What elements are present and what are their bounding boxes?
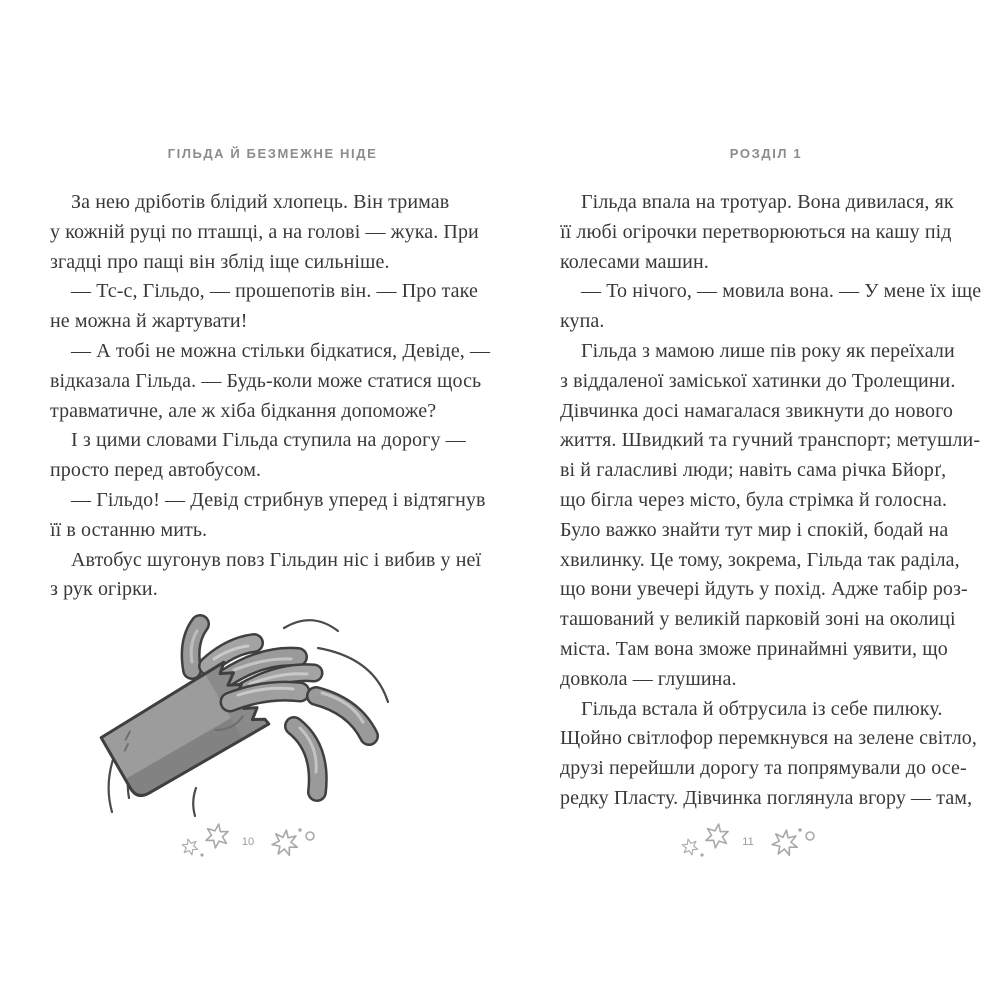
text-line: — А тобі не можна стільки бідкатися, Девіде, — <box>71 339 491 362</box>
text-line: міста. Там вона зможе принаймні уявити, що <box>560 637 948 660</box>
page-right-body <box>560 188 982 814</box>
text-line: Гільда з мамою лише пів року як переїхали <box>581 339 955 362</box>
stars-decoration-icon <box>263 821 321 859</box>
text-line: хвилинку. Це тому, зокрема, Гільда так раділа, <box>560 548 960 571</box>
text-line: її любі огірочки перетворюються на кашу під <box>560 220 952 243</box>
text-line: купа. <box>560 310 605 333</box>
text-line: ташований у великій парковій зоні на околиці <box>560 608 956 631</box>
text-line: Гільда впала на тротуар. Вона дивилася, як <box>581 191 954 213</box>
text-line: Було важко знайти тут мир і спокій, бодай на <box>560 518 949 541</box>
text-line: її в останню мить. <box>50 518 208 541</box>
running-head-book-title: ГІЛЬДА Й БЕЗМЕЖНЕ НІДЕ <box>167 146 378 161</box>
footer-right <box>645 818 855 862</box>
cucumber-front <box>230 688 300 702</box>
running-head-chapter: РОЗДІЛ 1 <box>729 146 803 161</box>
text-line: не можна й жартувати! <box>50 310 248 333</box>
text-line: Автобус шугонув повз Гільдин ніс і вибив у неї <box>71 548 482 571</box>
page-number-right: 11 <box>742 836 754 848</box>
text-line: друзі перейшли дорогу та попрямували до осе- <box>560 757 967 780</box>
text-line: — То нічого, — мовила вона. — У мене їх іще <box>581 280 982 303</box>
text-line: що вони увечері йдуть у похід. Адже табір роз- <box>560 578 968 601</box>
text-line: Дівчинка досі намагалася звикнути до нового <box>560 399 954 422</box>
cucumbers-falling <box>294 693 369 792</box>
text-line: редку Пласту. Дівчинка поглянула вгору — там, <box>560 786 973 809</box>
page-number-left: 10 <box>241 836 255 848</box>
text-line: довкола — глушина. <box>560 667 737 690</box>
text-line: — Тс-с, Гільдо, — прошепотів він. — Про таке <box>71 280 478 303</box>
footer-left <box>145 818 355 862</box>
text-line: Щойно світлофор перемкнувся на зелене світло, <box>560 727 977 750</box>
stars-decoration-icon <box>763 821 821 859</box>
text-line: просто перед автобусом. <box>50 459 262 482</box>
text-line: Гільда встала й обтрусила із себе пилюку. <box>581 697 943 720</box>
paper-bag-spilling-cucumbers-illustration <box>88 596 390 831</box>
text-line: що бігла через місто, була стрімка й голосна. <box>560 488 948 511</box>
stars-decoration-icon <box>679 821 733 859</box>
text-line: у кожній руці по пташці, а на голові — жука. При <box>50 220 479 243</box>
text-line: відказала Гільда. — Будь-коли може статися щось <box>50 369 482 392</box>
stars-decoration-icon <box>179 821 233 859</box>
text-line: колесами машин. <box>560 250 709 273</box>
page-left-body <box>50 188 495 605</box>
text-line: І з цими словами Гільда ступила на дорогу — <box>71 429 466 452</box>
text-line: з віддаленої заміської хатинки до Тролещини. <box>560 369 956 392</box>
text-line: За нею дріботів блідий хлопець. Він тримав <box>71 191 450 213</box>
text-line: з рук огірки. <box>50 578 158 601</box>
text-line: згадці про пащі він зблід іще сильніше. <box>50 250 390 273</box>
text-line: життя. Швидкий та гучний транспорт; метушли- <box>560 429 981 452</box>
text-line: травматичне, але ж хіба бідкання допоможе? <box>50 399 437 422</box>
text-line: — Гільдо! — Девід стрибнув уперед і відтягнув <box>71 488 486 511</box>
text-line: ві й галасливі люди; навіть сама річка Бйорґ, <box>560 459 947 482</box>
